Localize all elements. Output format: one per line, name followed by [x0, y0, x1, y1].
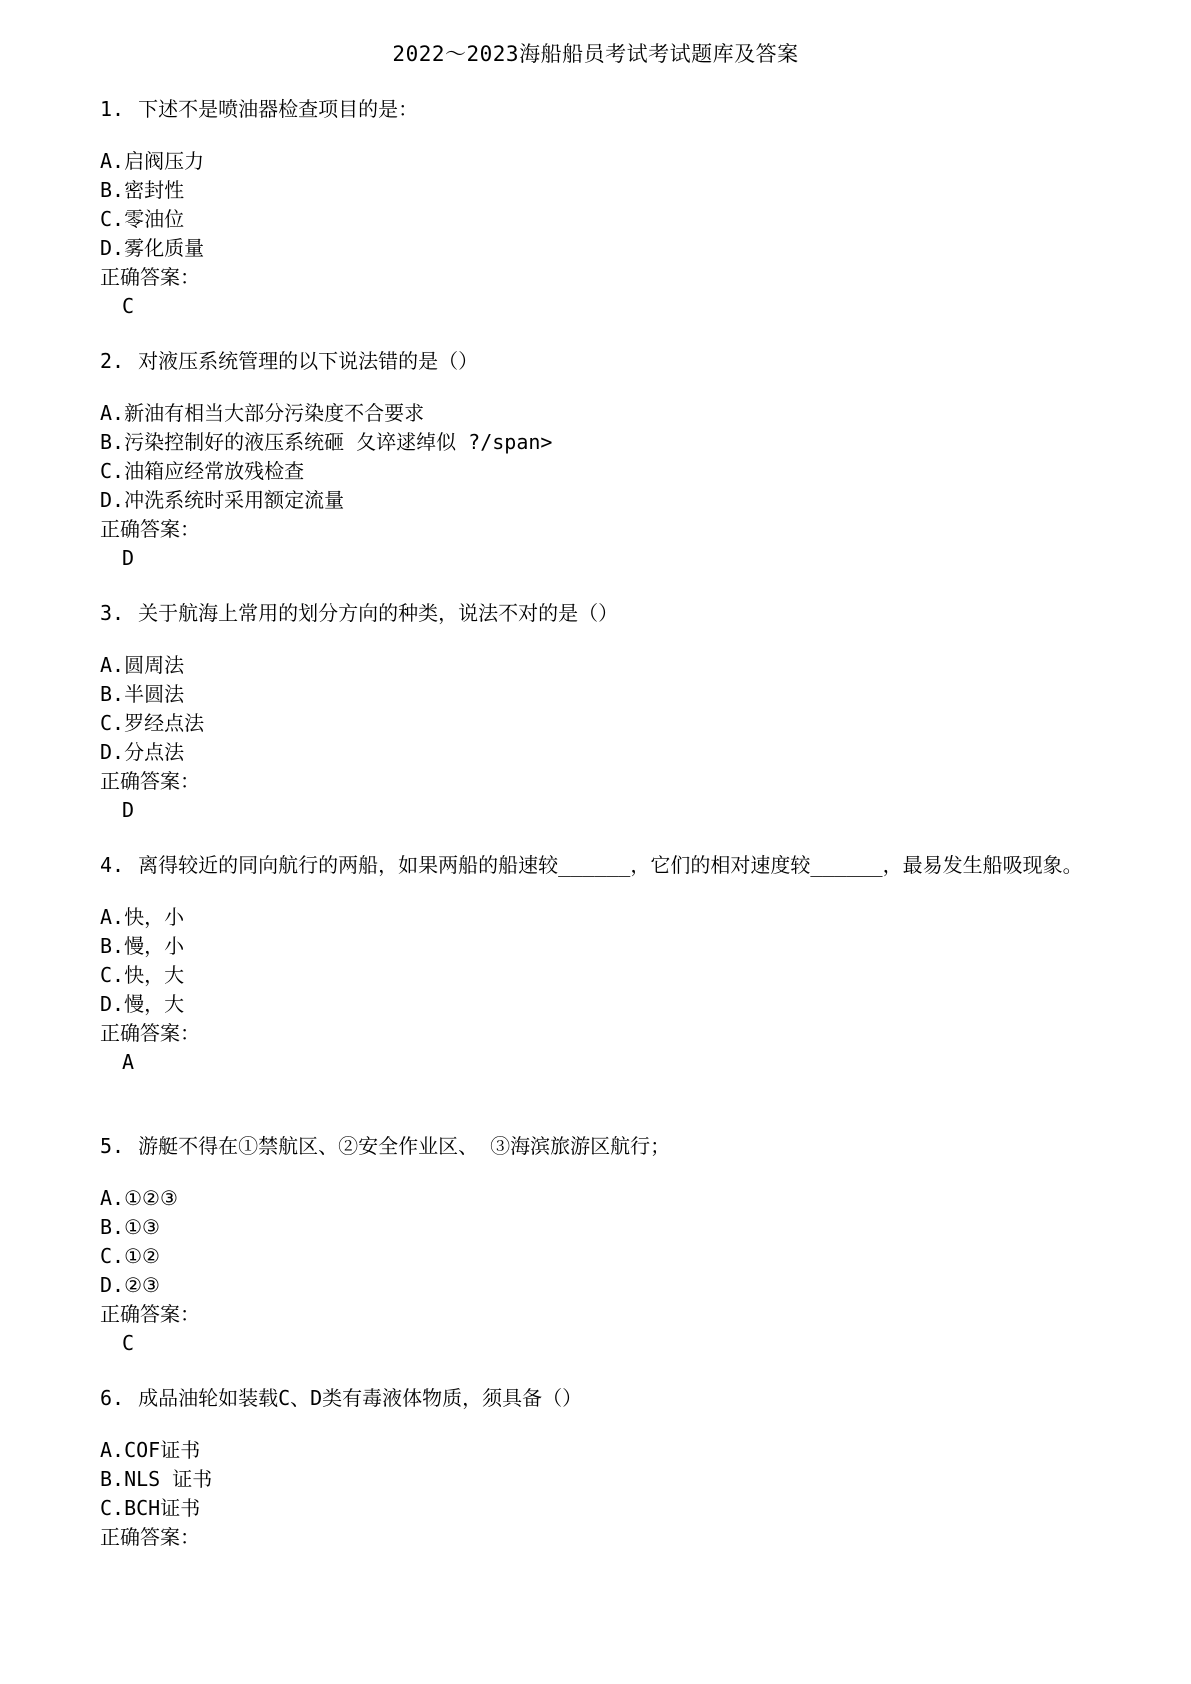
- option-b: B.NLS 证书: [100, 1467, 213, 1491]
- question-number: 2.: [100, 349, 125, 373]
- question-stem: [100, 599, 1090, 628]
- option-list: [100, 903, 1090, 1077]
- answer-value: D: [122, 798, 135, 822]
- option-d: D.分点法: [100, 740, 185, 764]
- option-a: A.①②③: [100, 1186, 178, 1210]
- question-text: 关于航海上常用的划分方向的种类，说法不对的是（）: [138, 601, 619, 625]
- option-list: [100, 1436, 1090, 1552]
- option-a: A.启阀压力: [100, 149, 205, 173]
- question-1: [100, 95, 1090, 321]
- option-c: C.BCH证书: [100, 1496, 201, 1520]
- answer-label: 正确答案：: [100, 1302, 200, 1326]
- question-stem: [100, 95, 1090, 124]
- option-a: A.新油有相当大部分污染度不合要求: [100, 401, 425, 425]
- answer-label: 正确答案：: [100, 1525, 200, 1549]
- question-text: 游艇不得在①禁航区、②安全作业区、 ③海滨旅游区航行；: [138, 1134, 671, 1158]
- option-b: B.慢，小: [100, 934, 185, 958]
- question-text: 离得较近的同向航行的两船，如果两船的船速较______，它们的相对速度较______，最易发生船吸现象。: [138, 853, 1083, 877]
- answer-value: C: [122, 1331, 135, 1355]
- answer-label: 正确答案：: [100, 769, 200, 793]
- question-stem: [100, 1132, 1090, 1161]
- question-5: [100, 1132, 1090, 1358]
- option-a: A.快，小: [100, 905, 185, 929]
- question-stem: [100, 1384, 1090, 1413]
- option-b: B.①③: [100, 1215, 160, 1239]
- question-6: [100, 1384, 1090, 1552]
- question-text: 对液压系统管理的以下说法错的是（）: [138, 349, 479, 373]
- question-number: 3.: [100, 601, 125, 625]
- option-c: C.快，大: [100, 963, 185, 987]
- option-c: C.油箱应经常放残检查: [100, 459, 305, 483]
- question-2: [100, 347, 1090, 573]
- answer-value: C: [122, 294, 135, 318]
- question-text: 下述不是喷油器检查项目的是：: [138, 97, 419, 121]
- answer-label: 正确答案：: [100, 1021, 200, 1045]
- answer-label: 正确答案：: [100, 517, 200, 541]
- option-d: D.冲洗系统时采用额定流量: [100, 488, 345, 512]
- answer-value: D: [122, 546, 135, 570]
- answer-label: 正确答案：: [100, 265, 200, 289]
- option-list: [100, 147, 1090, 321]
- question-stem: [100, 851, 1090, 880]
- question-3: [100, 599, 1090, 825]
- question-4: [100, 851, 1090, 1077]
- option-d: D.慢，大: [100, 992, 185, 1016]
- question-stem: [100, 347, 1090, 376]
- option-b: B.污染控制好的液压系统砸 夂谇逑绰似 ?/span>: [100, 430, 553, 454]
- option-list: [100, 651, 1090, 825]
- option-list: [100, 1184, 1090, 1358]
- question-number: 6.: [100, 1386, 125, 1410]
- question-number: 1.: [100, 97, 125, 121]
- option-a: A.圆周法: [100, 653, 185, 677]
- question-text: 成品油轮如装载C、D类有毒液体物质，须具备（）: [138, 1386, 583, 1410]
- option-list: [100, 399, 1090, 573]
- option-d: D.②③: [100, 1273, 160, 1297]
- option-b: B.密封性: [100, 178, 185, 202]
- option-c: C.罗经点法: [100, 711, 205, 735]
- page-title: 2022～2023海船船员考试考试题库及答案: [392, 42, 799, 66]
- option-a: A.COF证书: [100, 1438, 201, 1462]
- option-d: D.雾化质量: [100, 236, 205, 260]
- option-c: C.①②: [100, 1244, 160, 1268]
- question-number: 5.: [100, 1134, 125, 1158]
- question-number: 4.: [100, 853, 125, 877]
- answer-value: A: [122, 1050, 135, 1074]
- option-b: B.半圆法: [100, 682, 185, 706]
- option-c: C.零油位: [100, 207, 185, 231]
